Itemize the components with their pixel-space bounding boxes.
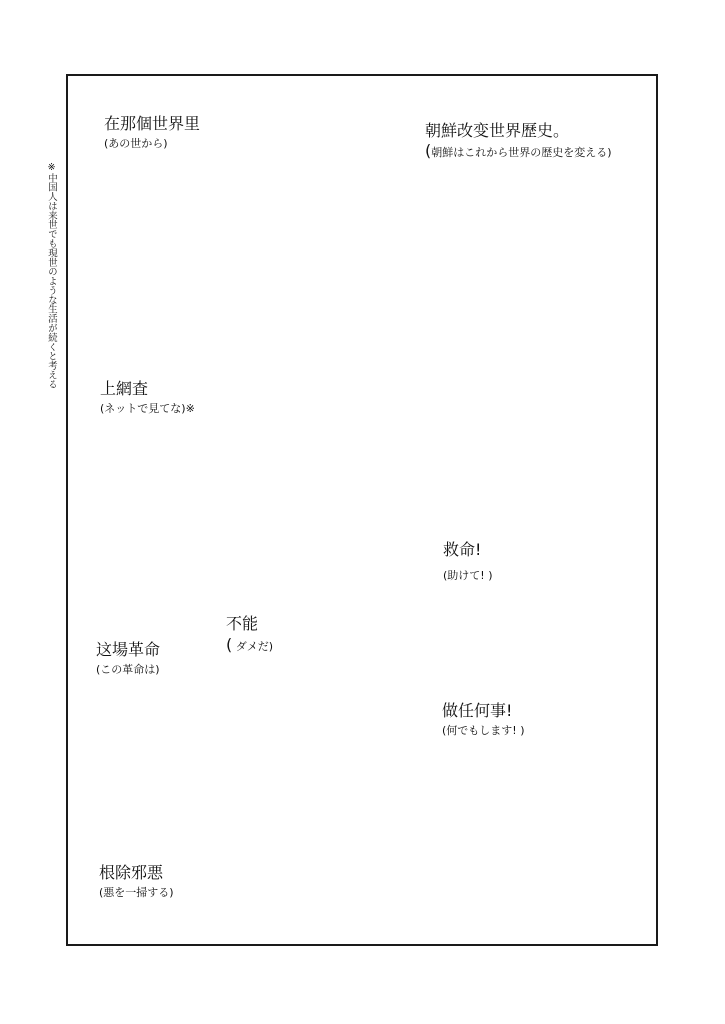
caption-eradicate-chinese: 根除邪悪 (99, 863, 164, 882)
paren-open: ( (425, 141, 432, 160)
caption-revolution-chinese: 这場革命 (96, 640, 161, 659)
caption-impossible-japanese-text: ダメだ) (235, 640, 274, 653)
caption-change-history-japanese (425, 143, 612, 160)
caption-help-chinese: 救命! (443, 540, 482, 559)
caption-impossible-chinese: 不能 (226, 614, 259, 633)
caption-eradicate-japanese: (悪を一掃する) (99, 886, 174, 899)
caption-that-world-japanese: (あの世から) (104, 137, 168, 150)
caption-impossible (226, 614, 273, 654)
caption-anything-japanese: (何でもします! ) (442, 724, 525, 737)
caption-that-world-chinese: 在那個世界里 (104, 114, 201, 133)
caption-change-history (425, 121, 612, 160)
paren-open: ( (226, 635, 233, 654)
caption-help (443, 540, 493, 583)
caption-change-history-chinese: 朝鮮改变世界歷史。 (425, 121, 570, 140)
caption-revolution-japanese: (この革命は) (96, 663, 160, 676)
caption-eradicate (99, 863, 174, 900)
caption-that-world (104, 114, 200, 151)
caption-help-japanese: (助けて! ) (443, 569, 493, 582)
caption-online-japanese: (ネットで見てな)※ (100, 402, 195, 415)
caption-change-history-japanese-text: 朝鮮はこれから世界の歴史を変える) (431, 146, 612, 159)
caption-revolution (96, 640, 160, 677)
caption-online (100, 379, 195, 416)
caption-impossible-japanese (226, 637, 273, 654)
caption-anything (442, 701, 525, 738)
caption-anything-chinese: 做任何事! (442, 701, 513, 720)
side-note: ※中国人は来世でも現世のような生活が続くと考える (46, 162, 57, 389)
caption-online-chinese: 上網査 (100, 379, 149, 398)
panel-frame (66, 74, 658, 946)
